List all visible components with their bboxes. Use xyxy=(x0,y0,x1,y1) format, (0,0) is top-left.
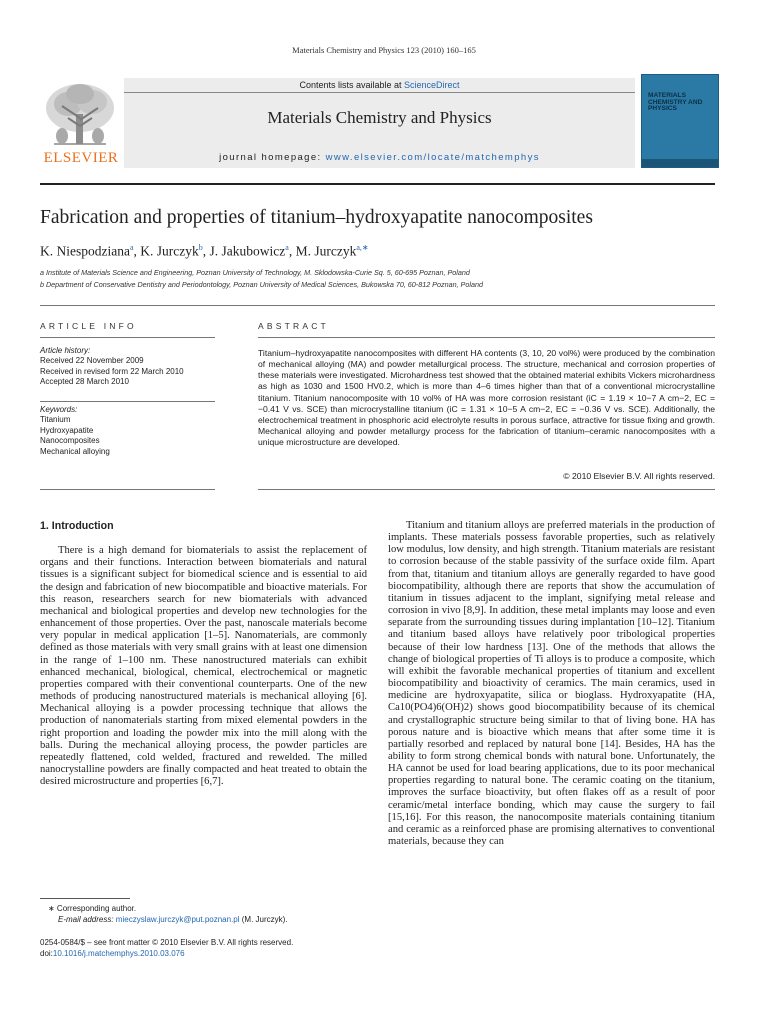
affiliation-b: b Department of Conservative Dentistry and Periodontology, Poznan University of Medical Sciences, Bukowska 70, 60-812 Poznan, Poland xyxy=(40,280,483,289)
author-name: J. Jakubowicz xyxy=(209,243,286,259)
journal-title: Materials Chemistry and Physics xyxy=(267,108,492,127)
journal-homepage-line xyxy=(124,152,635,163)
intro-paragraph-1: There is a high demand for biomaterials to assist the replacement of organs and their functions. Interaction between biomaterials and natural tissues is a significant subject for biomedical science and is essential to aid the design and fabrication of new biocompatible and bioactive materials. For this reason, researchers search for new biomaterials with advanced mechanical and biological properties and develop new technologies for the enhancement of those properties. Over the past, nanoscale materials become very popular in medical application [1–5]. Nanomaterials, are commonly defined as those materials with very small grains with at least one dimension in the range of 1–100 nm. These nanostructured materials can exhibit enhanced mechanical, biological, chemical, electrochemical or magnetic properties compared with their conventional counterparts. One of the new methods of producing nanostructured materials is mechanical alloying [6]. Mechanical alloying is a powder processing technique that allows the production of nanomaterials starting from mixed elemental powders in the right proportion and loading the powder mix into the mill along with the balls. During the mechanical alloying process, the powder particles are repeatedly flattened, cold welded, fractured and rewelded. The milled nanocrystalline powders are finally compacted and heat treated to obtain the desired microstructure and properties [6,7]. xyxy=(40,545,367,788)
keyword: Mechanical alloying xyxy=(40,446,110,456)
email-note xyxy=(40,915,388,924)
front-matter-note: 0254-0584/$ – see front matter © 2010 Elsevier B.V. All rights reserved. xyxy=(40,938,294,947)
article-title: Fabrication and properties of titanium–hydroxyapatite nanocomposites xyxy=(40,207,593,228)
email-label: E-mail address: xyxy=(58,915,116,924)
abstract-copyright: © 2010 Elsevier B.V. All rights reserved. xyxy=(563,471,715,481)
abstract-rule xyxy=(258,337,715,338)
doi-label: doi: xyxy=(40,949,53,958)
keyword: Nanocomposites xyxy=(40,436,100,446)
abstract-bottom-rule xyxy=(258,489,715,490)
intro-paragraph-2: Titanium and titanium alloys are preferred materials in the production of implants. These materials possess favorable properties, such as relatively low modulus, low density, and high strength. Titanium materials are resistant to corrosion because of the stable passivity of the surface oxide film. Apart from that, titanium and titanium alloys are generally regarded to have good biocompatibility, although there are reports that show the accumulation of titanium in tissues adjacent to the implant, signifying metal release and corrosion in vivo [8,9]. In addition, these metal implants may loose and even separate from the surrounding tissues during implantation [10–12]. Titanium and titanium based alloys have relatively poor tribological properties because of their low hardness [13]. One of the methods that allows the change of biological properties of Ti alloys is to produce a composite, which will exhibit the favorable mechanical properties of titanium and excellent biocompatibility and bioactivity of ceramics. The main ceramics, used in medicine are hydroxyapatite, silica or bioglass. Hydroxyapatite (HA, Ca10(PO4)6(OH)2) shows good biocompatibility because of its chemical and crystallographic structure being similar to that of living bone. HA has porous nature and is bioactive which means that after some time it is partially resorbed and replaced by natural bone [14]. Besides, HA has the ability to form strong chemical bonds with natural bone. Unfortunately, the HA cannot be used for load bearing applications, due to its poor mechanical properties regarding to natural bone. The ceramic coating on the titanium, improves the surface bioactivity, but often flakes off as a result of poor ceramic/metal interface bonding, which may cause the surgery to fail [15,16]. For this reason, the nanocomposite materials containing titanium and ceramic as a reinforced phase are promising alternatives to conventional materials, because they can xyxy=(388,520,715,848)
banner-divider xyxy=(124,92,635,93)
cover-line: MATERIALS xyxy=(648,92,686,99)
article-history-label: Article history: xyxy=(40,346,91,355)
cover-line: PHYSICS xyxy=(648,105,677,112)
homepage-prefix: journal homepage: xyxy=(219,152,326,163)
article-info-heading: ARTICLE INFO xyxy=(40,321,137,331)
journal-banner xyxy=(124,78,635,168)
keywords-block xyxy=(40,405,215,457)
contents-prefix: Contents lists available at xyxy=(299,80,405,90)
author-name: K. Niespodziana xyxy=(40,243,130,259)
journal-homepage-link[interactable]: www.elsevier.com/locate/matchemphys xyxy=(325,152,540,163)
article-history xyxy=(40,346,215,388)
keyword: Hydroxyapatite xyxy=(40,425,94,435)
cover-bottom-strip xyxy=(642,159,718,167)
history-entry: Received 22 November 2009 xyxy=(40,356,144,366)
running-head: Materials Chemistry and Physics 123 (2010) 160–165 xyxy=(292,45,476,55)
left-text-column xyxy=(40,520,367,788)
header-rule xyxy=(40,183,715,185)
email-suffix: (M. Jurczyk). xyxy=(239,915,288,924)
author-affiliation-mark[interactable]: a,∗ xyxy=(356,243,369,252)
doi-note xyxy=(40,949,370,958)
footnote-rule xyxy=(40,898,130,899)
elsevier-wordmark: ELSEVIER xyxy=(43,150,119,166)
affiliation-a: a Institute of Materials Science and Engineering, Poznan University of Technology, M. Sklodowska-Curie Sq. 5, 60-695 Poznan, Poland xyxy=(40,268,470,277)
abstract-text xyxy=(258,348,715,448)
doi-link[interactable]: 10.1016/j.matchemphys.2010.03.076 xyxy=(52,949,185,958)
author-affiliation-mark[interactable]: b xyxy=(198,243,203,252)
author-name: M. Jurczyk xyxy=(295,243,357,259)
cover-line: CHEMISTRY AND xyxy=(648,98,703,106)
author-affiliation-mark[interactable]: a xyxy=(129,243,134,252)
abstract-heading: ABSTRACT xyxy=(258,321,329,331)
contents-available-line xyxy=(124,80,635,90)
author-email-link[interactable]: mieczyslaw.jurczyk@put.poznan.pl xyxy=(115,915,240,924)
article-info-bottom-rule xyxy=(40,489,215,490)
history-entry: Accepted 28 March 2010 xyxy=(40,377,129,387)
section-divider xyxy=(40,305,715,306)
article-info-rule xyxy=(40,337,215,338)
history-entry: Received in revised form 22 March 2010 xyxy=(40,366,184,376)
history-keywords-rule xyxy=(40,401,215,402)
keyword: Titanium xyxy=(40,415,71,425)
corresponding-author-note: ∗ Corresponding author. xyxy=(48,904,137,913)
author-name: K. Jurczyk xyxy=(140,243,199,259)
section-heading-introduction: 1. Introduction xyxy=(40,520,114,532)
sciencedirect-link[interactable]: ScienceDirect xyxy=(404,80,460,90)
cover-title xyxy=(648,93,712,113)
author-list: K. Niespodziana$^a$, K. Jurczyk$^b$, J. Jakubowicz$^a$, M. Jurczyk$^{a,∗}$ xyxy=(40,243,369,259)
keywords-label: Keywords: xyxy=(40,405,78,414)
journal-cover-thumbnail xyxy=(641,74,719,168)
right-text-column xyxy=(388,520,715,848)
author-affiliation-mark[interactable]: a xyxy=(285,243,289,252)
abstract-paragraph: Titanium–hydroxyapatite nanocomposites with different HA contents (3, 10, 20 vol%) were produced by the combination of mechanical alloying (MA) and powder metallurgical process. The structure, mechanical and corrosion properties of these materials were investigated. Microhardness test showed that the obtained material exhibits Vickers microhardness as high as 1030 and 1500 HV0.2, which is more than 4–6 times higher than that of a conventional microcrystalline titanium. Titanium nanocomposite with 10 vol% of HA was more corrosion resistant (iC = 1.19 × 10−7 A cm−2, EC = −0.41 V vs. SCE) than microcrystalline titanium (iC = 1.31 × 10−5 A cm−2, EC = −0.36 V vs. SCE). Additionally, the electrochemical treatment in phosphoric acid electrolyte results in porous surface, attractive for tissue fixing and growth. Mechanical alloying and powder metallurgy process for the fabrication of titanium–ceramic nanocomposites with a unique microstructure are developed. xyxy=(258,348,715,448)
